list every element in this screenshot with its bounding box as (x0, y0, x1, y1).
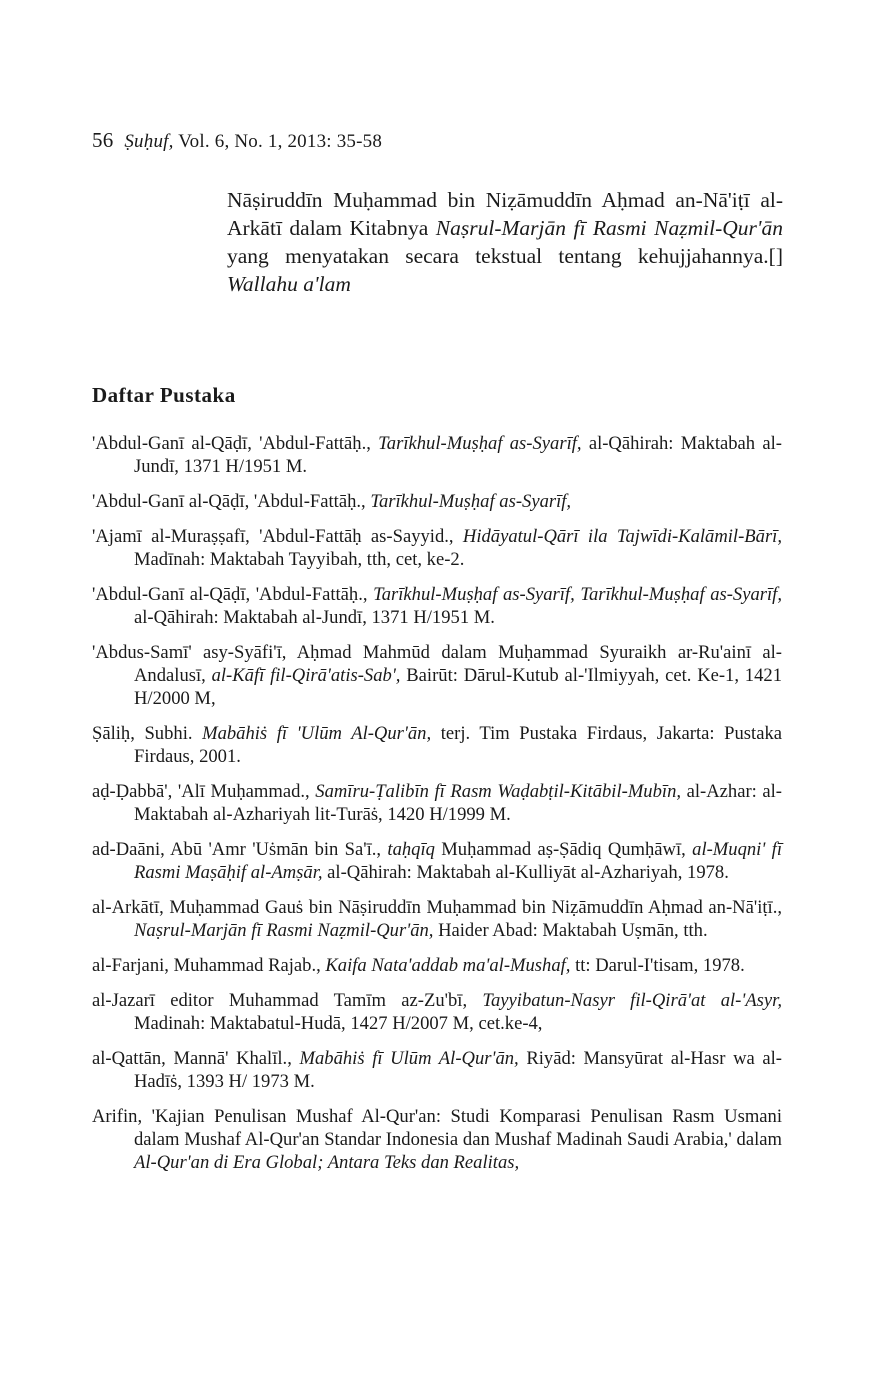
reference-entry: 'Abdul-Ganī al-Qāḍī, 'Abdul-Fattāḥ., Tarīkhul-Muṣḥaf as-Syarīf, al-Qāhirah: Maktabah al-Jundī, 1371 H/1951 M. (92, 433, 782, 477)
reference-entry: 'Ajamī al-Muraṣṣafī, 'Abdul-Fattāḥ as-Sayyid., Hidāyatul-Qārī ila Tajwīdi-Kalāmil-Bārī, Madīnah: Maktabah Tayyibah, tth, cet, ke-2. (92, 526, 782, 570)
page-number: 56 (92, 128, 114, 152)
reference-entry: al-Jazarī editor Muhammad Tamīm az-Zu'bī, Tayyibatun-Nasyr fil-Qirā'at al-'Asyr, Madinah: Maktabatul-Hudā, 1427 H/2007 M, cet.ke-4, (92, 990, 782, 1034)
closing-phrase: Wallahu a'lam (227, 272, 351, 296)
reference-list (92, 432, 782, 1186)
reference-entry: ad-Daāni, Abū 'Amr 'Uṡmān bin Sa'ī., taḥqīq Muḥammad aṣ-Ṣādiq Qumḥāwī, al-Muqni' fī Rasmi Maṣāḥif al-Amṣār, al-Qāhirah: Maktabah al-Kulliyāt al-Azhariyah, 1978. (92, 839, 782, 883)
journal-name: Ṣuḥuf, (124, 131, 174, 152)
closing-book-title: Naṣrul-Marjān fī Rasmi Naẓmil-Qur'ān (435, 216, 783, 240)
running-header (92, 128, 382, 153)
reference-entry: aḍ-Ḍabbā', 'Alī Muḥammad., Samīru-Ṭalibīn fī Rasm Waḍabṭil-Kitābil-Mubīn, al-Azhar: al-Maktabah al-Azhariyah lit-Turāṡ, 1420 H/1999 M. (92, 781, 783, 825)
reference-entry: al-Qattān, Mannā' Khalīl., Mabāhiṡ fī Ulūm Al-Qur'ān, Riyād: Mansyūrat al-Hasr wa al-Hadīṡ, 1393 H/ 1973 M. (92, 1048, 783, 1092)
section-title: Daftar Pustaka (92, 383, 236, 407)
reference-entry: 'Abdul-Ganī al-Qāḍī, 'Abdul-Fattāḥ., Tarīkhul-Muṣḥaf as-Syarīf, (92, 491, 572, 512)
reference-entry: Arifin, 'Kajian Penulisan Mushaf Al-Qur'an: Studi Komparasi Penulisan Rasm Usmani dalam Mushaf Al-Qur'an Standar Indonesia dan Mushaf Madinah Saudi Arabia,' dalam Al-Qur'an di Era Global; Antara Teks dan Realitas, (92, 1106, 782, 1173)
closing-paragraph (227, 186, 783, 298)
closing-text-2: yang menyatakan secara tekstual tentang kehujjahannya.[] (227, 244, 783, 268)
reference-entry: 'Abdus-Samī' asy-Syāfi'ī, Aḥmad Mahmūd dalam Muḥammad Syuraikh ar-Ru'ainī al-Andalusī, al-Kāfī fil-Qirā'atis-Sab', Bairūt: Dārul-Kutub al-'Ilmiyyah, cet. Ke-1, 1421 H/2000 M, (92, 642, 782, 709)
reference-entry: al-Farjani, Muhammad Rajab., Kaifa Nata'addab ma'al-Mushaf, tt: Darul-I'tisam, 1978. (92, 955, 745, 976)
reference-entry: 'Abdul-Ganī al-Qāḍī, 'Abdul-Fattāḥ., Tarīkhul-Muṣḥaf as-Syarīf, Tarīkhul-Muṣḥaf as-Syarīf, al-Qāhirah: Maktabah al-Jundī, 1371 H/1951 M. (92, 584, 782, 628)
issue-info: Vol. 6, No. 1, 2013: 35-58 (178, 131, 383, 152)
closing-text-1: Nāṣiruddīn Muḥammad bin Niẓāmuddīn Aḥmad an-Nā'iṭī al-Arkātī dalam Kitabnya (227, 188, 783, 240)
reference-entry: Ṣāliḥ, Subhi. Mabāhiṡ fī 'Ulūm Al-Qur'ān, terj. Tim Pustaka Firdaus, Jakarta: Pustaka Firdaus, 2001. (92, 723, 782, 767)
reference-entry: al-Arkātī, Muḥammad Gauṡ bin Nāṣiruddīn Muḥammad bin Niẓāmuddīn Aḥmad an-Nā'iṭī., Naṣrul-Marjān fī Rasmi Naẓmil-Qur'ān, Haider Abad: Maktabah Uṣmān, tth. (92, 897, 782, 941)
